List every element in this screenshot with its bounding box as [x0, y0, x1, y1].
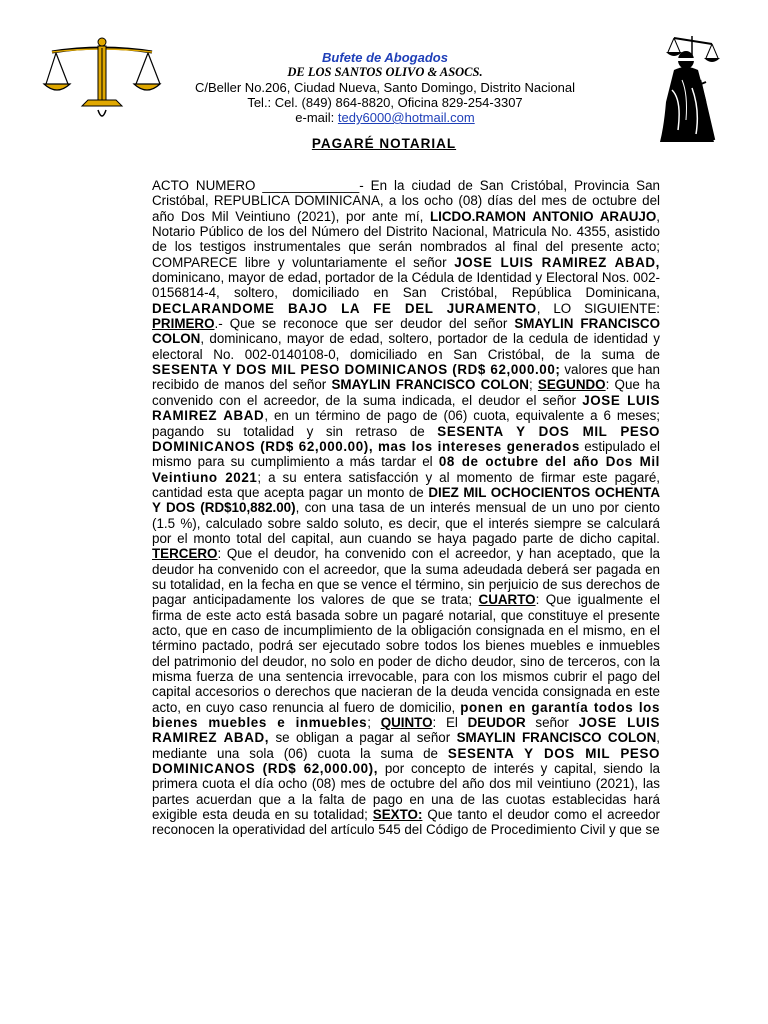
scales-of-justice-icon: [42, 36, 162, 124]
body-text-run: , LO SIGUIENTE:: [536, 300, 660, 316]
bold-text: JOSE LUIS RAMIREZ ABAD,: [152, 715, 660, 746]
body-text-run: : El: [432, 715, 468, 731]
lady-justice-icon: [652, 30, 722, 146]
firm-name: Bufete de Abogados: [322, 50, 448, 65]
body-text-run: estipulado el mismo para su cumplimiento a más tardar el: [152, 438, 660, 470]
bold-text: LICDO.RAMON ANTONIO ARAUJO: [429, 208, 657, 224]
section-heading: CUARTO: [478, 592, 536, 608]
document-body: [152, 178, 660, 838]
body-text-run: : Que igualmente el firma de este acto está basada sobre un pagaré notarial, que constituye el presente acto, que en caso de incumplimiento de la obligación consignada en el mismo, en el término pactado, podrá ser ejecutado sobre todos los bienes muebles e inmuebles del patrimonio del deudor, no solo en poder de dicho deudor, sino de terceros, con la misma fuerza de una sentencia irrevocable, para con los mismos cubrir el pago del capital accesorios o derechos que nacieran de la deuda vencida consignada en este acto, en cuyo caso renuncia al fuero de domicilio,: [152, 592, 660, 715]
firm-address: C/Beller No.206, Ciudad Nueva, Santo Domingo, Distrito Nacional: [194, 80, 576, 95]
body-text-run: ;: [367, 715, 381, 731]
bold-text: JOSE LUIS RAMIREZ ABAD: [152, 392, 660, 424]
bold-text: SMAYLIN FRANCISCO COLON: [456, 730, 657, 746]
body-text-run: Que tanto el deudor como el acreedor reconocen la operatividad del artículo 545 del Código de Procedimiento Civil y que se: [152, 807, 660, 838]
body-text-run: señor: [525, 715, 579, 731]
bold-text: SESENTA Y DOS MIL PESO DOMINICANOS (RD$ 62,000.00;: [152, 362, 561, 378]
body-text-run: ; a su entera satisfacción y al momento de firmar este pagaré, cantidad esta que acepta pagar un monto de: [152, 469, 661, 500]
body-text-run: , mediante una sola (06) cuota la suma de: [152, 730, 660, 761]
body-text-run: : Que el deudor, ha convenido con el acreedor, y han aceptado, que la deudor ha convenido con el acreedor, que la suma adeudada deberá ser pagada en su totalidad, en la fecha en que se vence el término, sin perjuicio de sus derechos de pagar anticipadamente los valores de que se trata;: [152, 546, 660, 608]
email-link[interactable]: tedy6000@hotmail.com: [337, 110, 475, 125]
bold-text: SESENTA Y DOS MIL PESO DOMINICANOS (RD$ 62,000.00),: [152, 745, 661, 777]
bold-text: DEUDOR: [467, 715, 526, 731]
body-text-run: , en un término de pago de (06) cuota, equivalente a 6 meses; pagando su totalidad y sin retraso de: [152, 408, 660, 439]
body-text-run: dominicano, mayor de edad, portador de la Cédula de Identidad y Electoral Nos. 002-0156814-4, soltero, domiciliado en San Cristóbal, República Dominicana,: [152, 270, 660, 301]
body-text-run: ACTO NUMERO _____________- En la ciudad de San Cristóbal, Provincia San Cristóbal, REPUBLICA DOMINICANA, a los ocho (08) días del mes de octubre del año Dos Mil Veintiuno (2021), por ante mí,: [152, 178, 660, 224]
firm-email-line: [150, 110, 620, 125]
section-heading: TERCERO: [152, 546, 218, 562]
section-heading: PRIMERO: [152, 316, 215, 332]
body-text-run: , dominicano, mayor de edad, soltero, portador de la cedula de identidad y electoral No. 002-0140108-0, domiciliado en San Cristóbal, de la suma de: [152, 331, 660, 362]
section-heading: QUINTO: [380, 715, 433, 731]
body-text-run: , Notario Público de los del Número del Distrito Nacional, Matricula No. 4355, asistido de los testigos instrumentales que serán nombrados al final del presente acto; COMPARECE libre y voluntariamente el señor: [152, 208, 661, 270]
bold-text: ponen en garantía todos los bienes muebles e inmuebles: [152, 699, 660, 731]
firm-phones: Tel.: Cel. (849) 864-8820, Oficina 829-254-3307: [247, 95, 523, 110]
body-text-run: : Que ha convenido con el acreedor, de la suma indicada, el deudor el señor: [152, 377, 660, 408]
bold-text: SMAYLIN FRANCISCO COLON: [331, 377, 529, 393]
section-heading: SEXTO:: [372, 807, 423, 823]
bold-text: SMAYLIN FRANCISCO COLON: [152, 316, 660, 347]
bold-text: DECLARANDOME BAJO LA FE DEL JURAMENTO: [152, 300, 537, 316]
bold-text: DIEZ MIL OCHOCIENTOS OCHENTA Y DOS (RD$10,882.00): [152, 484, 661, 516]
body-text-run: valores que han recibido de manos del señor: [152, 362, 660, 393]
body-text-run: , con una tasa de un interés mensual de un uno por ciento (1.5 %), calculado sobre saldo soluto, es decir, que el interés siempre se calculará por el monto total del capital, aun cuando se haya pagado parte de dicho capital.: [152, 500, 660, 546]
body-text-run: .- Que se reconoce que ser deudor del señor: [214, 316, 515, 332]
body-text-run: se obligan a pagar al señor: [269, 730, 457, 746]
body-paragraph: [152, 178, 660, 838]
section-heading: SEGUNDO: [537, 377, 606, 393]
bold-text: 08 de octubre del año Dos Mil Veintiuno 2021: [152, 454, 660, 485]
document-title: PAGARÉ NOTARIAL: [311, 136, 457, 151]
body-text-run: ;: [528, 377, 538, 393]
email-label: e-mail:: [295, 110, 335, 125]
firm-partners: DE LOS SANTOS OLIVO & ASOCS.: [287, 65, 483, 79]
letterhead: [150, 50, 620, 125]
bold-text: SESENTA Y DOS MIL PESO DOMINICANOS (RD$ 62,000.00), mas los intereses generados: [152, 423, 661, 454]
bold-text: JOSE LUIS RAMIREZ ABAD,: [454, 254, 660, 270]
body-text-run: por concepto de interés y capital, siendo la primera cuota el día ocho (08) mes de octubre del año dos mil veintiuno (2021), las partes acuerdan que a la falta de pago en una de las cuotas establecidas hará exigible esta deuda en su totalidad;: [152, 761, 660, 823]
